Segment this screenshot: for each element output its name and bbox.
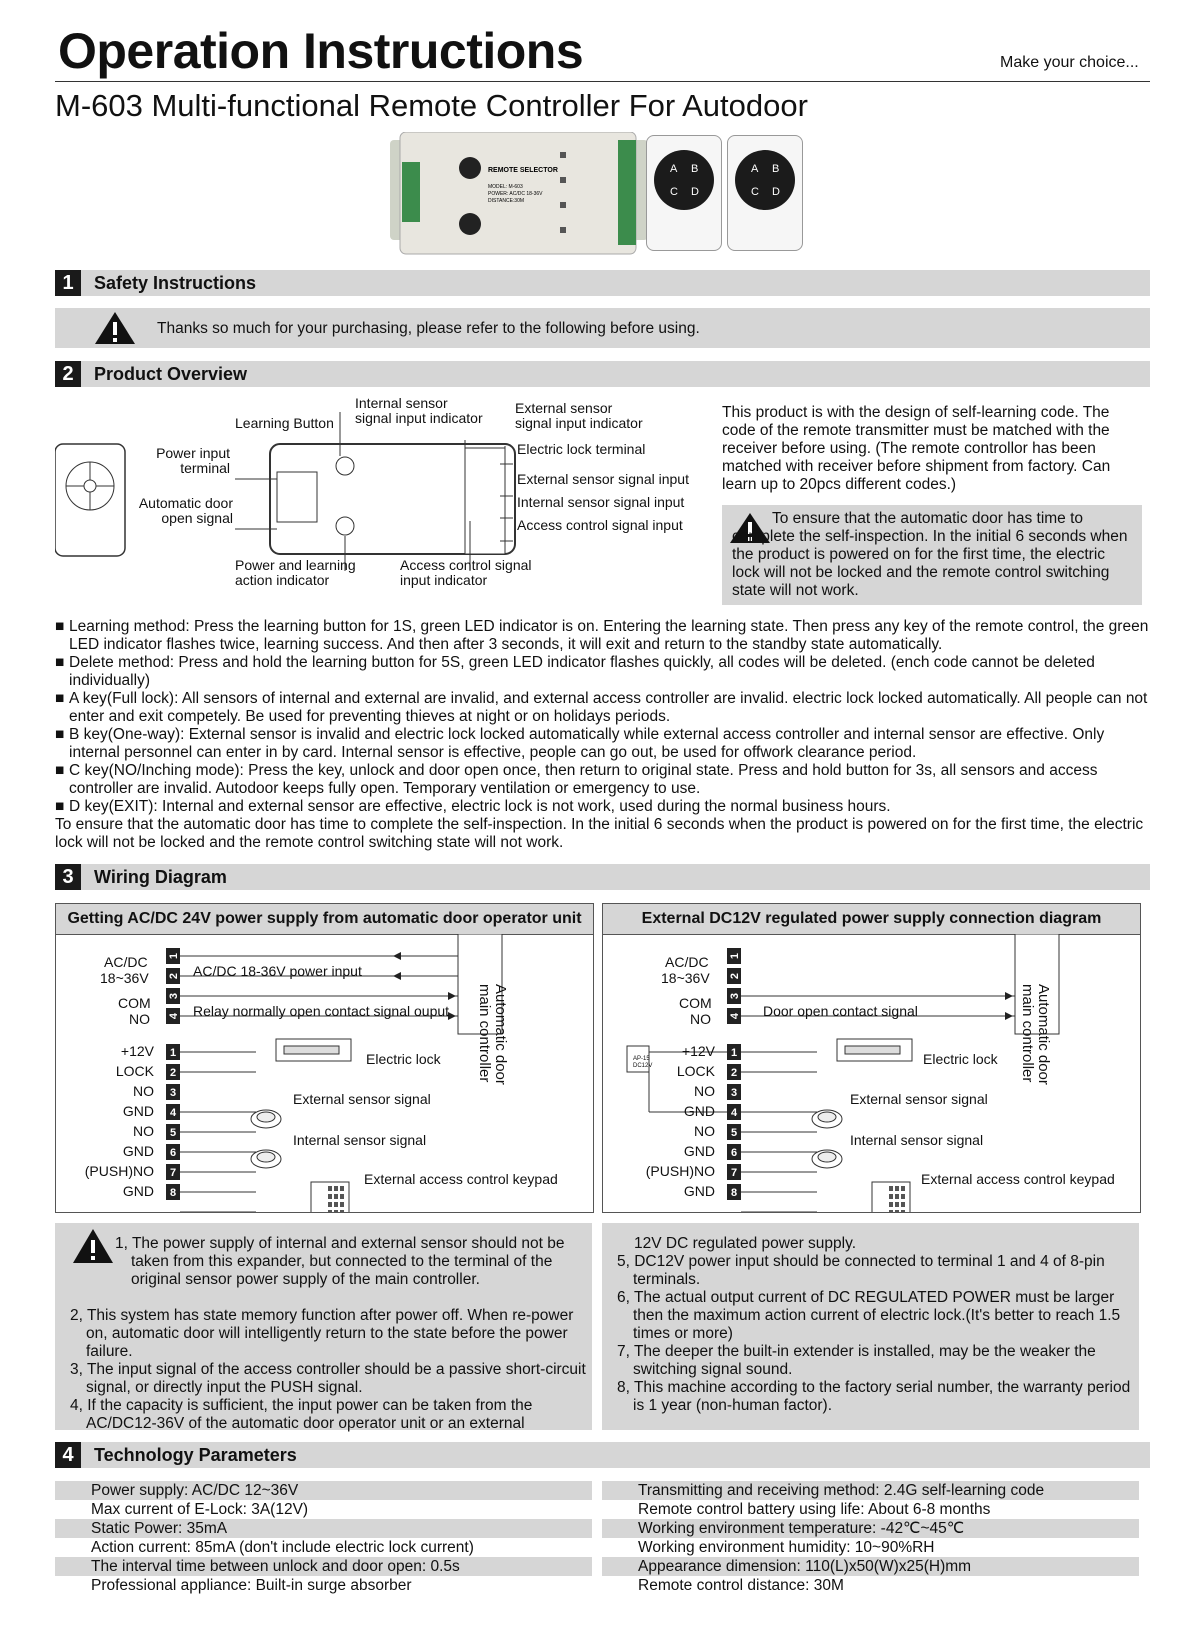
svg-text:3: 3 <box>168 992 180 1000</box>
svg-text:4: 4 <box>729 1012 741 1020</box>
bullet-c-key: ■ C key(NO/Inching mode): Press the key, unlock and door open once, then return to original state. Press and hold button for 3s, all sensors and access controller are invalid. Autodoor keeps fully open. Temporary ventilation or emergency to use. <box>55 762 1098 797</box>
svg-text:1: 1 <box>168 952 180 960</box>
page-subtitle: M-603 Multi-functional Remote Controller For Autodoor <box>55 88 808 123</box>
svg-text:8: 8 <box>169 1187 177 1199</box>
svg-text:5: 5 <box>169 1127 177 1139</box>
params-right: Transmitting and receiving method: 2.4G self-learning code Remote control battery using life: About 6-8 months Working environment temperature: -42℃~45℃ Working environment humidity: 10~90%RH Appearance dimension: 110(L)x50(W)x25(H)mm Remote control distance: 30M <box>602 1481 1139 1595</box>
bullet-a-key: ■ A key(Full lock): All sensors of internal and external are invalid, and external access controller are invalid. electric lock locked automatically. All people can not enter and exit competely. Be used for preventing thieves at night or on holidays periods. <box>55 690 1148 725</box>
svg-text:1: 1 <box>729 952 741 960</box>
svg-text:1: 1 <box>730 1047 738 1059</box>
section-header-wiring: 3 Wiring Diagram <box>55 864 1150 890</box>
svg-text:2: 2 <box>169 1067 177 1079</box>
notes-left: 1, The power supply of internal and external sensor should not be taken from this expander, but connected to the terminal of the original sensor power supply of the main controller. 2, This system has state memory function after power off. When re-power on, automatic door will intelligently return to the state before the power failure. 3, The input signal of the access controller should be a passive short-circuit signal, or directly input the PUSH signal. 4, If the capacity is sufficient, the input power can be taken from the AC/DC12-36V of the automatic door operator unit or an external <box>55 1223 592 1430</box>
svg-text:5: 5 <box>730 1127 738 1139</box>
bullet-learning: ■ Learning method: Press the learning button for 1S, green LED indicator is on. Entering the learning state. Then press any key of the remote control, the green LED indicator flashes twice, learning success. And then after 3 seconds, it will exit and return to the standby state automatically. <box>55 618 1149 653</box>
device-selector-text: REMOTE SELECTOR <box>488 167 558 174</box>
bullet-d-key: ■ D key(EXIT): Internal and external sensor are effective, electric lock is not work, used during the normal business hours. <box>55 798 891 815</box>
svg-text:4: 4 <box>730 1107 738 1119</box>
remote-control-1: A B C D <box>646 135 722 251</box>
svg-text:2: 2 <box>730 1067 738 1079</box>
svg-text:7: 7 <box>730 1167 738 1179</box>
svg-text:1: 1 <box>169 1047 177 1059</box>
warning-icon <box>71 1227 115 1265</box>
svg-text:8: 8 <box>730 1187 738 1199</box>
overview-warning: To ensure that the automatic door has time to complete the self-inspection. In the initial 6 seconds when the product is powered on for the first time, the electric lock will not be locked and the remote control switching state will not work. <box>722 505 1142 605</box>
arrow <box>1005 1012 1013 1020</box>
notes-right: 12V DC regulated power supply. 5, DC12V power input should be connected to terminal 1 and 4 of 8-pin terminals. 6, The actual output current of DC REGULATED POWER must be larger then the maximum action current of electric lock.(It's better to reach 1.5 times or more) 7, The deeper the built-in extender is installed, may be the weaker the switching signal sound. 8, This machine according to the factory serial number, the warranty period is 1 year (non-human factor). <box>602 1223 1139 1430</box>
svg-text:4: 4 <box>168 1012 180 1020</box>
safety-note: Thanks so much for your purchasing, please refer to the following before using. <box>55 308 1150 348</box>
wiring-panel-right: External DC12V regulated power supply connection diagram 1 2 3 4 1 2 3 4 5 6 7 8 AC/DC 18~36V COM NO Door open contact signal Automatic door main controller AP-15 DC12V +12V LOCK NO GND NO GND (PUSH)NO GND Electric lock External sensor signal Internal sensor signal External access control keypad <box>602 903 1141 1213</box>
bullet-b-key: ■ B key(One-way): External sensor is invalid and electric lock locked automatically while external access controller and internal sensor are effective. Only internal personnel can enter in by card. Internal sensor is effective, people can go out, be used for offwork clearance period. <box>55 726 1105 761</box>
remote-control-2: A B C D <box>727 135 803 251</box>
svg-text:2: 2 <box>168 972 180 980</box>
overview-diagram: Learning Button Internal sensor signal input indicator External sensor signal input indicator Power input terminal Automatic door open signal Electric lock terminal External sensor signal input Internal sensor signal input Access control signal input Power and learning action indicator Access control signal input indicator <box>55 396 715 606</box>
svg-text:4: 4 <box>169 1107 177 1119</box>
svg-text:3: 3 <box>730 1087 738 1099</box>
bullet-tail: To ensure that the automatic door has time to complete the self-inspection. In the initial 6 seconds when the product is powered on for the first time, the electric lock will not be locked and the remote control switching state will not work. <box>55 816 1144 851</box>
bullet-delete: ■ Delete method: Press and hold the learning button for 5S, green LED indicator flashes quickly, all codes will be deleted. (ench code cannot be deleted individually) <box>55 654 1095 689</box>
section-header-safety: 1 Safety Instructions <box>55 270 1150 296</box>
title-divider <box>55 81 1150 82</box>
svg-text:6: 6 <box>169 1147 177 1159</box>
section-header-parameters: 4 Technology Parameters <box>55 1442 1150 1468</box>
svg-text:2: 2 <box>729 972 741 980</box>
tagline: Make your choice... <box>1000 54 1139 71</box>
page-title: Operation Instructions <box>58 23 584 79</box>
warning-icon <box>93 310 137 346</box>
svg-text:6: 6 <box>730 1147 738 1159</box>
svg-text:DISTANCE:30M: DISTANCE:30M <box>488 198 525 204</box>
params-left: Power supply: AC/DC 12~36V Max current of E-Lock: 3A(12V) Static Power: 35mA Action current: 85mA (don't include electric lock current) The interval time between unlock and door open: 0.5s Professional appliance: Built-in surge absorber <box>55 1481 592 1595</box>
svg-text:POWER: AC/DC 18-36V: POWER: AC/DC 18-36V <box>488 191 543 197</box>
overview-intro: This product is with the design of self-learning code. The code of the remote transmitter must be matched with the receiver before using. (The remote controllor has been matched with receiver before shipment from factory. Can learn up to 20pcs different codes.) <box>722 404 1111 493</box>
svg-text:3: 3 <box>169 1087 177 1099</box>
svg-text:3: 3 <box>729 992 741 1000</box>
svg-text:7: 7 <box>169 1167 177 1179</box>
section-header-overview: 2 Product Overview <box>55 361 1150 387</box>
arrow <box>448 992 456 1000</box>
arrow <box>393 952 401 960</box>
arrow <box>1005 992 1013 1000</box>
arrow <box>393 972 401 980</box>
wiring-panel-left: Getting AC/DC 24V power supply from automatic door operator unit 1 2 3 4 1 2 3 4 5 6 7 8 AC/DC 18~36V COM NO AC/DC 18-36V power input Relay normally open contact signal ouput Automatic door main controller +12V LOCK NO GND NO GND (PUSH)NO GND Electric lock External sensor signal Internal sensor signal External access control keypad <box>55 903 594 1213</box>
svg-text:MODEL: M-603: MODEL: M-603 <box>488 184 523 190</box>
arrow <box>448 1012 456 1020</box>
